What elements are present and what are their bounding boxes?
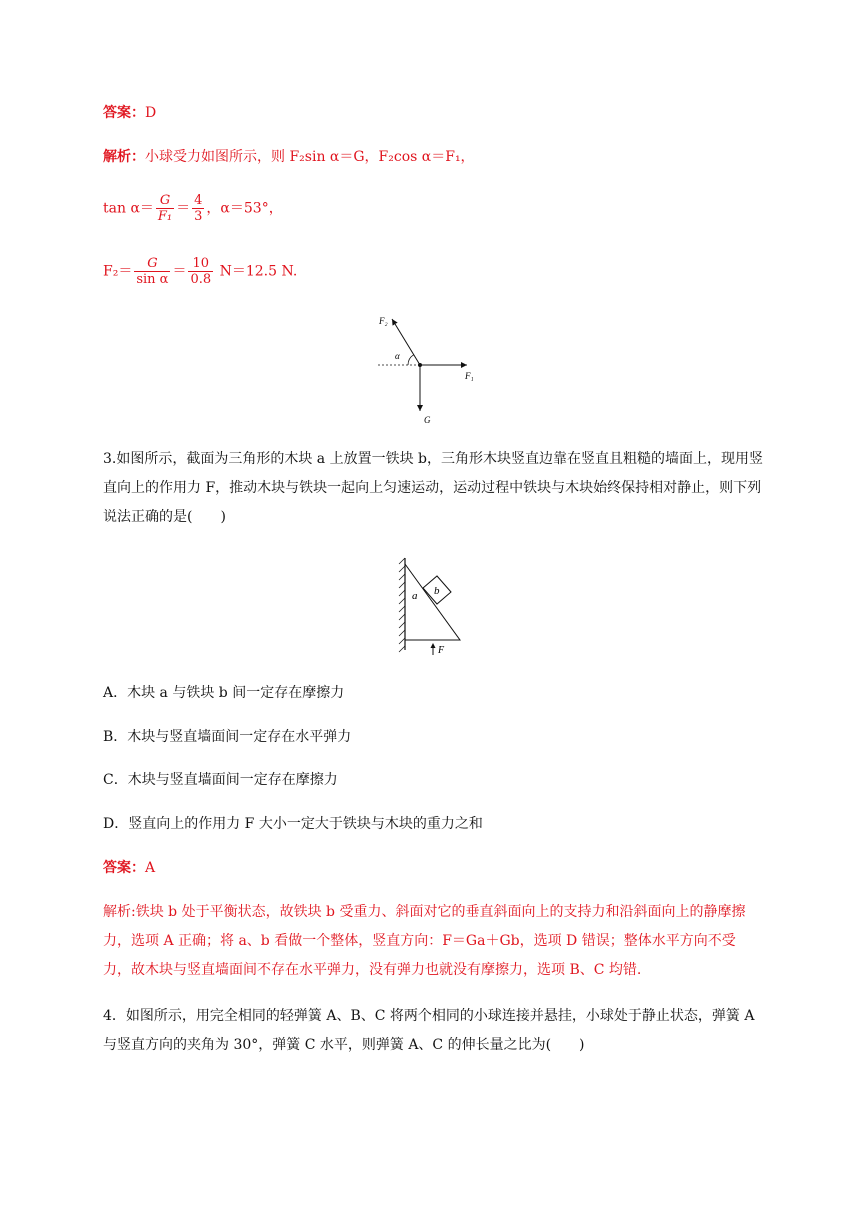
analysis-text-1: 小球受力如图所示，则 F₂sin α＝G，F₂cos α＝F₁， (145, 149, 475, 165)
option-c: C．木块与竖直墙面间一定存在摩擦力 (103, 772, 338, 788)
option-d: D．竖直向上的作用力 F 大小一定大于铁块与木块的重力之和 (103, 816, 483, 832)
f2-label: F₂ (379, 316, 388, 326)
fraction-numerator: G (134, 256, 170, 272)
alpha-arc (408, 355, 414, 365)
fraction-10-08 (188, 256, 213, 287)
equals-sign: ＝ (176, 200, 191, 217)
analysis-line-2 (103, 193, 283, 224)
force-diagram (370, 305, 490, 430)
equals-sign: ＝ (172, 263, 187, 280)
fraction-4-3 (192, 193, 204, 224)
answer-3-label: 答案： (103, 860, 145, 876)
fraction-denominator: F₁ (157, 209, 173, 224)
alpha-result: ，α＝53°， (206, 200, 283, 217)
fraction-numerator: G (156, 193, 174, 209)
question-3-stem: 3.如图所示，截面为三角形的木块 a 上放置一铁块 b，三角形木块竖直边靠在竖直且粗糙的墙面上，现用竖直向上的作用力 F，推动木块与铁块一起向上匀速运动，运动过程中铁块与木块始终保持相对静止，则下列说法正确的是( ) (103, 451, 764, 525)
analysis-3-text: 解析:铁块 b 处于平衡状态，故铁块 b 受重力、斜面对它的垂直斜面向上的支持力和沿斜面向上的静摩擦力，选项 A 正确；将 a、b 看做一个整体，竖直方向：F＝Ga＋Gb，选项 D 错误；整体水平方向不受力，故木块与竖直墙面间不存在水平弹力，没有弹力也就没有摩擦力，选项 B、C 均错. (103, 904, 746, 978)
fraction-numerator: 10 (188, 256, 213, 272)
analysis-line-3 (103, 256, 297, 287)
fraction-denominator: sin α (136, 272, 169, 287)
force-origin-point (418, 363, 422, 367)
wall-hatching (399, 558, 405, 652)
fraction-denominator: 0.8 (190, 272, 212, 287)
wedge-a (405, 564, 460, 640)
f1-label: F₁ (465, 371, 474, 381)
wedge-label-a: a (412, 590, 418, 602)
wedge-block-diagram (390, 552, 470, 657)
answer-3-value: A (145, 860, 156, 876)
option-a: A．木块 a 与铁块 b 间一定存在摩擦力 (103, 685, 345, 701)
analysis-line-1 (103, 147, 475, 167)
option-b: B．木块与竖直墙面间一定存在水平弹力 (103, 729, 352, 745)
question-4-stem: 4．如图所示，用完全相同的轻弹簧 A、B、C 将两个相同的小球连接并悬挂，小球处于静止状态，弹簧 A 与竖直方向的夹角为 30°，弹簧 C 水平，则弹簧 A、C 的伸长量之比为( ) (103, 1008, 755, 1053)
g-label: G (424, 415, 431, 425)
fraction-denominator: 3 (194, 209, 203, 224)
answer-line (103, 103, 156, 123)
alpha-label: α (395, 351, 400, 361)
answer-value: D (145, 105, 157, 121)
fraction-g-sin (134, 256, 170, 287)
fraction-g-f1 (156, 193, 174, 224)
f2-result: N＝12.5 N. (219, 263, 298, 280)
block-label-b: b (434, 585, 440, 597)
tan-lhs: tan α＝ (103, 200, 154, 217)
fraction-numerator: 4 (194, 193, 203, 208)
force-label-f: F (438, 645, 445, 656)
answer-3-line (103, 858, 155, 878)
answer-label: 答案： (103, 105, 145, 121)
analysis-label: 解析： (103, 149, 145, 165)
f2-lhs: F₂＝ (103, 263, 133, 280)
